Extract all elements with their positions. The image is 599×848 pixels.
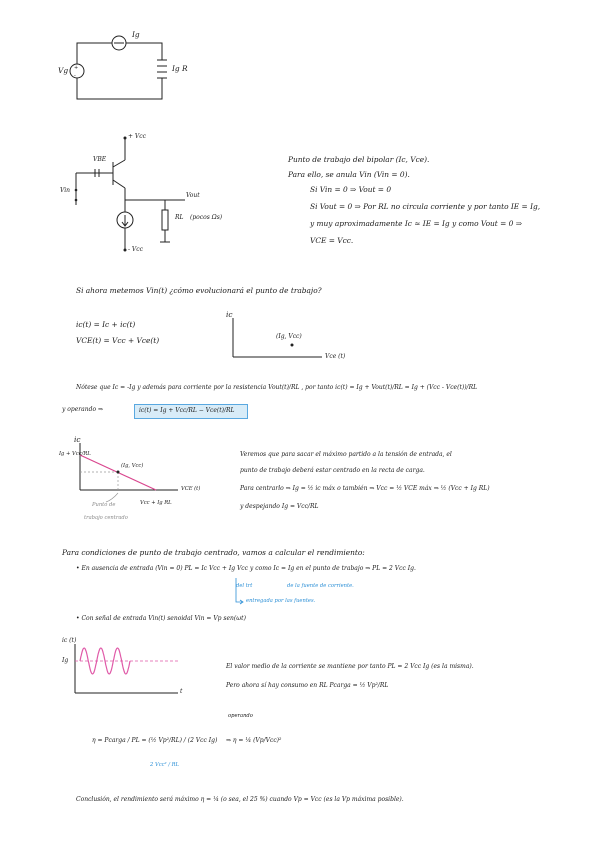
graph-3-y-tick: Ig <box>62 657 69 664</box>
load-line-1: Veremos que para sacar el máximo partido a la tensión de entrada, el <box>240 451 452 458</box>
graph-2-y-label: ic <box>74 435 81 444</box>
graph-2-caption-2: trabajo centrado <box>84 515 128 521</box>
graph-1-point-label: (Ig, Vcc) <box>276 333 302 340</box>
efficiency-annot-trt: del trt <box>236 583 253 589</box>
graph-2-caption-1: Punto de <box>92 502 116 508</box>
rl-note: (pocos Ωs) <box>190 214 223 221</box>
svg-text:-: - <box>74 73 76 79</box>
mean-line-1: El valor medio de la corriente se mantiene por tanto PL = 2 Vcc Ig (es la misma). <box>226 663 474 670</box>
graph-1-x-label: Vce (t) <box>325 353 346 360</box>
efficiency-intro: Para condiciones de punto de trabajo centrado, vamos a calcular el rendimiento: <box>62 548 365 557</box>
rl-label: RL <box>175 214 184 221</box>
graph-3-y-label: ic (t) <box>62 637 77 644</box>
question-text: Si ahora metemos Vin(t) ¿cómo evolucionará el punto de trabajo? <box>76 286 322 295</box>
vout-label: Vout <box>186 192 200 199</box>
ig-r-label: Ig R <box>172 64 188 73</box>
vce-equation: VCE(t) = Vcc + Vce(t) <box>76 336 160 345</box>
eta-lhs: η = Pcarga / PL = (½ Vp²/RL) / (2 Vcc Ig) <box>92 737 218 744</box>
vg-label: Vg <box>58 66 69 75</box>
eta-annotation: operando <box>228 713 253 719</box>
graph-3-x-label: t <box>180 688 183 695</box>
bias-line-6: VCE = Vcc. <box>310 236 354 245</box>
graph-2-point-label: (Ig, Vcc) <box>121 463 144 469</box>
eta-rhs: ⇒ η = ¼ (Vp/Vcc)² <box>226 737 282 744</box>
efficiency-bullet-1: • En ausencia de entrada (Vin = 0) PL = Ic Vcc + Ig Vcc y como Ic = Ig en el punto de trabajo ⇒ PL = 2 Vcc Ig. <box>76 565 416 572</box>
note-line-1: Nótese que Ic = -Ig y además para corriente por la resistencia Vout(t)/RL , por tanto ic(t) = Ig + Vout(t)/RL = Ig + (Vcc - Vce(t))/RL <box>76 384 478 391</box>
graph-2-x-label: VCE (t) <box>181 486 201 492</box>
ic-equation: ic(t) = Ic + ic(t) <box>76 320 136 329</box>
vcc-bottom-label: - Vcc <box>128 246 143 253</box>
bias-line-5: y muy aproximadamente Ic ≈ IE = Ig y como Vout = 0 ⇒ <box>310 219 522 228</box>
load-line-4: y despejando Ig = Vcc/RL <box>240 503 319 510</box>
graph-1-y-label: ic <box>226 310 233 319</box>
svg-text:+: + <box>74 65 79 71</box>
bias-line-3: Si Vin = 0 ⇒ Vout = 0 <box>310 185 392 194</box>
efficiency-bullet-2: • Con señal de entrada Vin(t) senoidal Vin = Vp sen(ωt) <box>76 615 246 622</box>
mean-line-2: Pero ahora sí hay consumo en RL Pcarga = ½ Vp²/RL <box>226 682 389 689</box>
note-line-2: y operando ⇒ <box>62 406 103 413</box>
efficiency-annot-source: de la fuente de corriente. <box>287 583 354 589</box>
bias-line-2: Para ello, se anula Vin (Vin = 0). <box>288 170 410 179</box>
conclusion-text: Conclusión, el rendimiento será máximo η = ¼ (o sea, el 25 %) cuando Vp = Vcc (es la Vp máxima posible). <box>76 796 404 803</box>
vbe-label: VBE <box>93 156 107 163</box>
bias-line-1: Punto de trabajo del bipolar (Ic, Vce). <box>288 155 430 164</box>
vcc-top-label: + Vcc <box>128 133 146 140</box>
load-line-2: punto de trabajo deberá estar centrado en la recta de carga. <box>240 467 425 474</box>
ig-label: Ig <box>132 30 140 39</box>
efficiency-annot-delivered: entregada por las fuentes. <box>246 598 316 604</box>
vin-label: Vin <box>60 187 71 194</box>
boxed-equation: ic(t) = Ig + Vcc/RL − Vce(t)/RL <box>139 407 235 414</box>
graph-2-x-tick: Vcc + Ig RL <box>140 500 172 506</box>
bias-line-4: Si Vout = 0 ⇒ Por RL no circula corriente y por tanto IE = Ig, <box>310 202 541 211</box>
eta-sub: 2 Vcc² / RL <box>150 762 179 768</box>
load-line-3: Para centrarlo ⇒ Ig = ½ ic máx o también ⇒ Vcc = ½ VCE máx ⇒ ½ (Vcc + Ig RL) <box>240 485 490 492</box>
graph-2-y-tick: Ig + Vcc/RL <box>59 451 91 457</box>
